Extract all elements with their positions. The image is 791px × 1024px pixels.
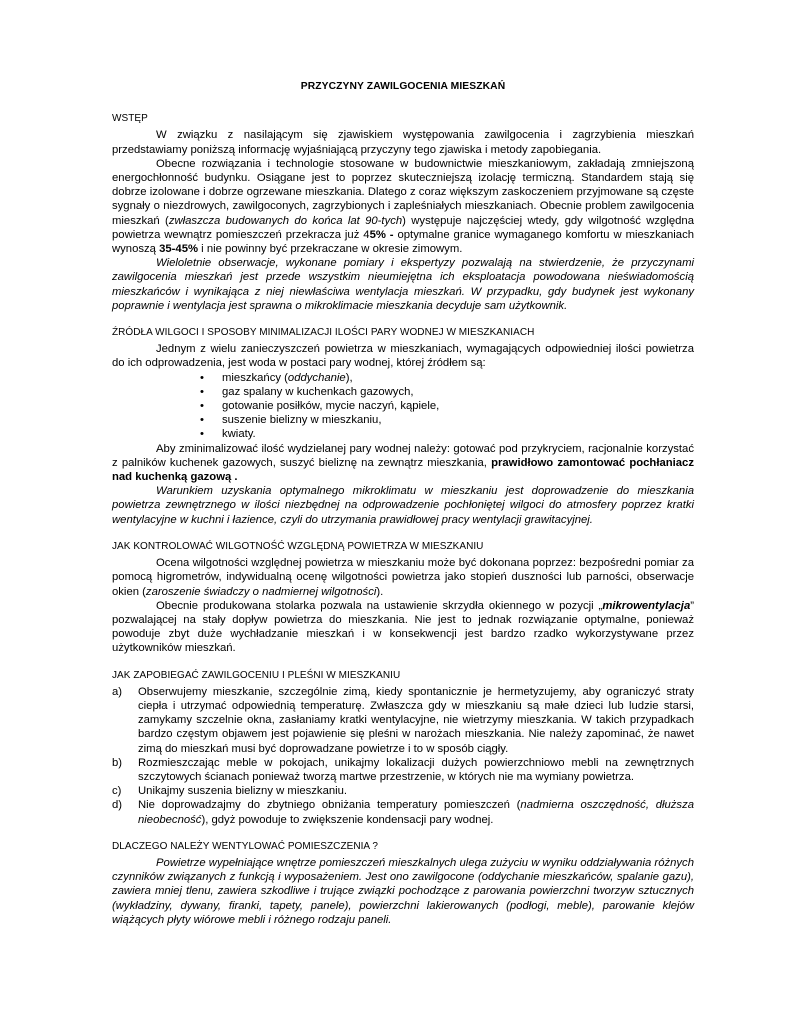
italic-run: oddychanie bbox=[287, 371, 346, 384]
list-item: • gaz spalany w kuchenkach gazowych, bbox=[200, 385, 694, 399]
section-heading-wentylacja: DLACZEGO NALEŻY WENTYLOWAĆ POMIESZCZENIA ? bbox=[112, 840, 379, 852]
assessment-paragraph bbox=[112, 556, 694, 599]
text-run: Obecnie produkowana stolarka pozwala na ustawienie skrzydła okiennego w pozycji „ bbox=[156, 599, 603, 612]
text-run: Ocena wilgotności względnej powietrza w mieszkaniu może być dokonana poprzez: bezpośredni pomiar za pomocą higrometrów, indywidualną ocenę wilgotności powietrza jako stopień duszności lub parności, obserwacje okien ( bbox=[112, 557, 694, 598]
text-run: Obserwujemy mieszkanie, szczególnie zimą, kiedy spontanicznie je hermetyzujemy, aby ograniczyć straty ciepła i utrzymać odpowiednią temperaturę. Zwłaszcza gdy w mieszkaniu są małe dzieci lub ludzie starsi, zamykamy szczelnie okna, zasłaniamy kratki wentylacyjne, nie wietrzymy mieszkania. W takich przypadkach bardzo częstym objawem jest pojawienie się pleśni w narożach mieszkania. Nie należy zapominać, że nawet zimą do mieszkań musi być doprowadzane powietrze i to w sposób ciągły. bbox=[138, 685, 694, 755]
minimize-paragraph bbox=[112, 442, 694, 485]
technology-paragraph bbox=[112, 157, 694, 256]
section-heading-zapobieganie: JAK ZAPOBIEGAĆ ZAWILGOCENIU I PLEŚNI W MIESZKANIU bbox=[112, 669, 401, 681]
list-marker: c) bbox=[112, 785, 122, 798]
list-item bbox=[112, 685, 694, 756]
bold-run: 35-45% bbox=[159, 243, 199, 256]
list-marker: a) bbox=[112, 685, 123, 698]
list-item bbox=[112, 784, 694, 798]
text-run: ), gdyż powoduje to zwiększenie kondensacji pary wodnej. bbox=[201, 813, 494, 826]
text-run: ), bbox=[345, 371, 353, 384]
italic-run: zaroszenie świadczy o nadmiernej wilgotności bbox=[145, 585, 377, 598]
list-marker: b) bbox=[112, 756, 123, 769]
list-item bbox=[200, 371, 694, 385]
ventilation-paragraph: Powietrze wypełniające wnętrze pomieszczeń mieszkalnych ulega zużyciu w wyniku oddziaływania różnych czynników związanych z funkcją i wyposażeniem. Jest ono zawilgocone (oddychanie mieszkańców, spalanie gazu), zawiera mniej tlenu, zawiera szkodliwe i trujące związki pochodzące z parowania powierzchni tworzyw sztucznych (wykładziny, dywany, firanki, tapety, panele), powierzchni lakierowanych (podłogi, meble), parowanie klejów wiążących płyty wiórowe mebli i różnego rodzaju paneli. bbox=[112, 856, 694, 926]
observations-paragraph: Wieloletnie obserwacje, wykonane pomiary i ekspertyzy pozwalają na stwierdzenie, że przyczynami zawilgocenia mieszkań jest przede wszystkim nieumiejętna ich eksploatacja powodowana nieświadomością mieszkańców i wynikająca z niej niewłaściwa wentylacja mieszkań. W przypadku, gdy budynek jest wykonany poprawnie i wentylacja jest sprawna o mikroklimacie mieszkania decyduje sam użytkownik. bbox=[112, 257, 694, 312]
text-run: Obecne rozwiązania i technologie stosowane w budownictwie mieszkaniowym, zakładają zmniejszoną energochłonność budynku. Osiągane jest to poprzez skuteczniejszą izolację termiczną. Standardem stają się dobrze izolowane i dobrze ogrzewane mieszkania. Dlatego z coraz większym zaskoczeniem przyjmowane są częste sygnały o niezdrowych, zawilgoconych, zagrzybionych i zapleśniałych mieszkaniach. Obecnie problem zawilgocenia mieszkań ( bbox=[112, 157, 694, 227]
sources-list bbox=[112, 371, 694, 442]
intro-paragraph: W związku z nasilającym się zjawiskiem występowania zawilgocenia i zagrzybienia mieszkań przedstawiamy poniższą informację wyjaśniającą przyczyny tego zjawiska i metody zapobiegania. bbox=[112, 129, 694, 156]
prevention-list bbox=[112, 685, 694, 827]
bold-run: prawidłowo zamontować pochłaniacz nad kuchenką gazową . bbox=[112, 456, 694, 484]
text-run: Rozmieszczając meble w pokojach, unikajmy lokalizacji dużych powierzchniowo mebli na zewnętrznych szczytowych ścianach ponieważ tworzą martwe przestrzenie, w których nie ma wymiany powietrza. bbox=[138, 756, 694, 783]
bold-italic-run: mikrowentylacja bbox=[602, 599, 691, 612]
section-heading-zrodla: ŹRÓDŁA WILGOCI I SPOSOBY MINIMALIZACJI ILOŚCI PARY WODNEJ W MIESZKANIACH bbox=[112, 327, 535, 339]
text-run: ) występuje najczęściej wtedy, gdy wilgotność względna powietrza wewnątrz pomieszczeń przekracza już 4 bbox=[112, 214, 694, 241]
text-run: ” pozwalającej na stały dopływ powietrza do mieszkania. Nie jest to jednak rozwiązanie optymalne, ponieważ powoduje zbyt duże wychładzanie mieszkań i w konsekwencji jest bardzo rzadko wykorzystywane przez użytkowników mieszkań. bbox=[112, 599, 694, 655]
italic-run: zwłaszcza budowanych do końca lat 90-tych bbox=[168, 214, 403, 227]
text-run: Unikajmy suszenia bielizny w mieszkaniu. bbox=[138, 785, 348, 798]
list-item: • kwiaty. bbox=[200, 427, 694, 441]
list-item bbox=[112, 798, 694, 826]
condition-paragraph: Warunkiem uzyskania optymalnego mikroklimatu w mieszkaniu jest doprowadzenie do mieszkania powietrza zewnętrznego w ilości niezbędnej na odprowadzenie pochłoniętej wilgoci do atmosfery poprzez kratki wentylacyjne w kuchni i łazience, czyli do utrzymania prawidłowej pracy wentylacji grawitacyjnej. bbox=[112, 485, 694, 526]
list-marker: d) bbox=[112, 799, 123, 812]
list-item bbox=[112, 756, 694, 784]
text-run: i nie powinny być przekraczane w okresie zimowym. bbox=[198, 243, 463, 256]
text-run: Nie doprowadzajmy do zbytniego obniżania temperatury pomieszczeń ( bbox=[138, 799, 521, 812]
section-heading-kontrola: JAK KONTROLOWAĆ WILGOTNOŚĆ WZGLĘDNĄ POWIETRZA W MIESZKANIU bbox=[112, 540, 484, 552]
document-body bbox=[112, 80, 694, 927]
list-item: • suszenie bielizny w mieszkaniu, bbox=[200, 413, 694, 427]
list-item: • gotowanie posiłków, mycie naczyń, kąpiele, bbox=[200, 399, 694, 413]
section-heading-wstep: WSTĘP bbox=[112, 113, 148, 125]
window-paragraph bbox=[112, 599, 694, 656]
bold-run: 5% - bbox=[369, 228, 394, 241]
text-run: Aby zminimalizować ilość wydzielanej pary wodnej należy: gotować pod przykryciem, racjonalnie korzystać z palników kuchenek gazowych, suszyć bieliznę na zewnątrz mieszkania, bbox=[112, 442, 694, 469]
sources-paragraph: Jednym z wielu zanieczyszczeń powietrza w mieszkaniach, wymagających odpowiedniej ilości powietrza do ich odprowadzenia, jest woda w postaci pary wodnej, której źródłem są: bbox=[112, 343, 694, 370]
text-run: mieszkańcy ( bbox=[222, 371, 288, 384]
document-title: PRZYCZYNY ZAWILGOCENIA MIESZKAŃ bbox=[300, 81, 506, 92]
text-run: ). bbox=[376, 585, 384, 598]
text-run: optymalne granice wymaganego komfortu w mieszkaniach wynoszą bbox=[112, 228, 695, 256]
italic-run: nadmierna oszczędność, dłuższa nieobecność bbox=[138, 799, 695, 826]
